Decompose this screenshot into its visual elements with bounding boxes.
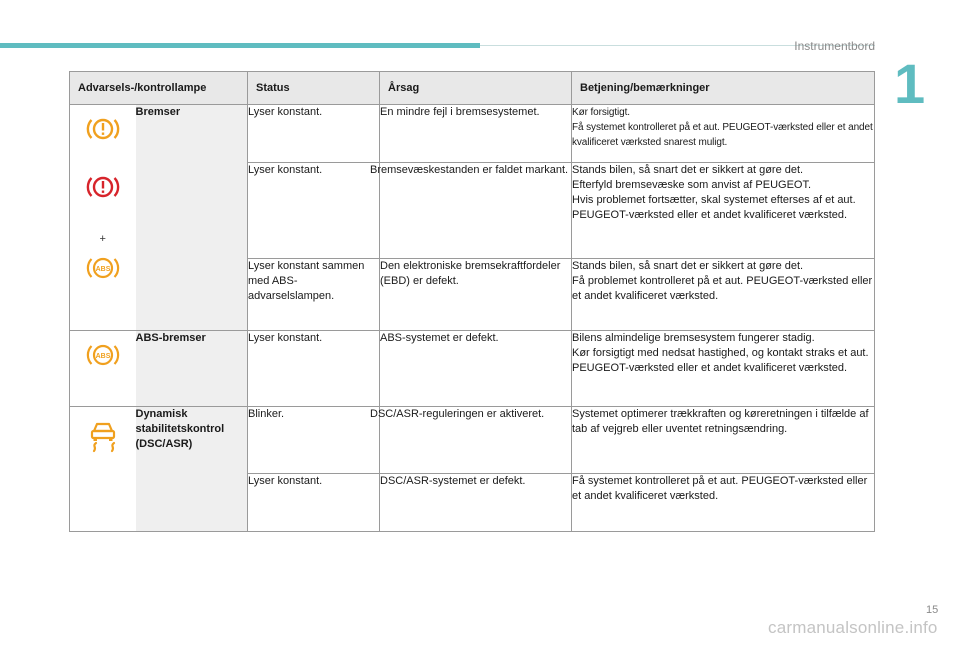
action-cell <box>572 331 875 407</box>
column-header-action: Betjening/bemærkninger <box>572 72 875 105</box>
status-cell: Lyser konstant sammen med ABS-advarselslampen. <box>248 259 380 331</box>
cause-cell: En mindre fejl i bremsesystemet. <box>380 105 572 163</box>
lamp-name-dsc: Dynamisk stabilitetskontrol (DSC/ASR) <box>136 407 248 532</box>
page-number: 15 <box>926 604 939 616</box>
watermark: carmanualsonline.info <box>768 618 938 637</box>
svg-text:ABS: ABS <box>95 352 111 360</box>
status-cell: Lyser konstant. <box>248 331 380 407</box>
column-header-status: Status <box>248 72 380 105</box>
action-line: Få systemet kontrolleret på et aut. PEUGEOT-værksted eller et andet kvalificeret værksted. <box>572 475 868 502</box>
action-line: Kør forsigtigt. <box>572 107 630 118</box>
abs-icon <box>85 253 121 283</box>
status-cell: Lyser konstant. <box>248 163 380 259</box>
action-cell <box>572 105 875 163</box>
lamp-icons-bremser <box>70 105 136 331</box>
action-line: Bilens almindelige bremsesystem fungerer stadig. <box>572 332 815 344</box>
action-line: Stands bilen, så snart det er sikkert at gøre det. <box>572 164 804 176</box>
cause-cell: DSC/ASR-reguleringen er aktiveret. <box>380 407 572 474</box>
action-cell <box>572 163 875 259</box>
dsc-skid-icon <box>85 417 121 453</box>
plus-sign: + <box>99 233 106 245</box>
action-line: Hvis problemet fortsætter, skal systemet efterses af et aut. PEUGEOT-værksted eller et andet kvalificeret værksted. <box>572 194 856 221</box>
status-cell: Lyser konstant. <box>248 474 380 532</box>
header-accent-bar <box>0 43 480 48</box>
column-header-cause: Årsag <box>380 72 572 105</box>
action-cell <box>572 474 875 532</box>
status-cell: Lyser konstant. <box>248 105 380 163</box>
lamp-name-abs: ABS-bremser <box>136 331 248 407</box>
cause-cell: Den elektroniske bremsekraftfordeler (EBD) er defekt. <box>380 259 572 331</box>
table-row <box>70 105 875 163</box>
action-line: Få systemet kontrolleret på et aut. PEUGEOT-værksted eller et andet kvalificeret værksted snarest muligt. <box>572 122 873 148</box>
warning-lamp-table <box>69 71 875 532</box>
table-row <box>70 407 875 474</box>
section-title: Instrumentbord <box>794 39 875 53</box>
lamp-icons-dsc <box>70 407 136 532</box>
action-line: Få problemet kontrolleret på et aut. PEUGEOT-værksted eller et andet kvalificeret værksted. <box>572 275 873 302</box>
status-cell: Blinker. <box>248 407 380 474</box>
action-line: Kør forsigtigt med nedsat hastighed, og kontakt straks et aut. PEUGEOT-værksted eller et andet kvalificeret værksted. <box>572 347 869 374</box>
abs-icon <box>85 340 121 370</box>
cause-cell: DSC/ASR-systemet er defekt. <box>380 474 572 532</box>
action-line: Efterfyld bremsevæske som anvist af PEUGEOT. <box>572 179 812 191</box>
table-header-row <box>70 72 875 105</box>
table-row <box>70 331 875 407</box>
brake-warning-icon <box>85 114 121 144</box>
column-header-lamp: Advarsels-/kontrollampe <box>70 72 248 105</box>
chapter-number: 1 <box>894 52 926 115</box>
cause-cell: ABS-systemet er defekt. <box>380 331 572 407</box>
action-line: Systemet optimerer trækkraften og køreretningen i tilfælde af tab af vejgreb eller uventet retningsændring. <box>572 408 869 435</box>
cause-cell: Bremsevæskestanden er faldet markant. <box>380 163 572 259</box>
svg-text:ABS: ABS <box>95 265 111 273</box>
action-line: Stands bilen, så snart det er sikkert at gøre det. <box>572 260 804 272</box>
brake-warning-icon <box>85 172 121 202</box>
lamp-icons-abs <box>70 331 136 407</box>
lamp-name-bremser: Bremser <box>136 105 248 331</box>
action-cell <box>572 407 875 474</box>
action-cell <box>572 259 875 331</box>
